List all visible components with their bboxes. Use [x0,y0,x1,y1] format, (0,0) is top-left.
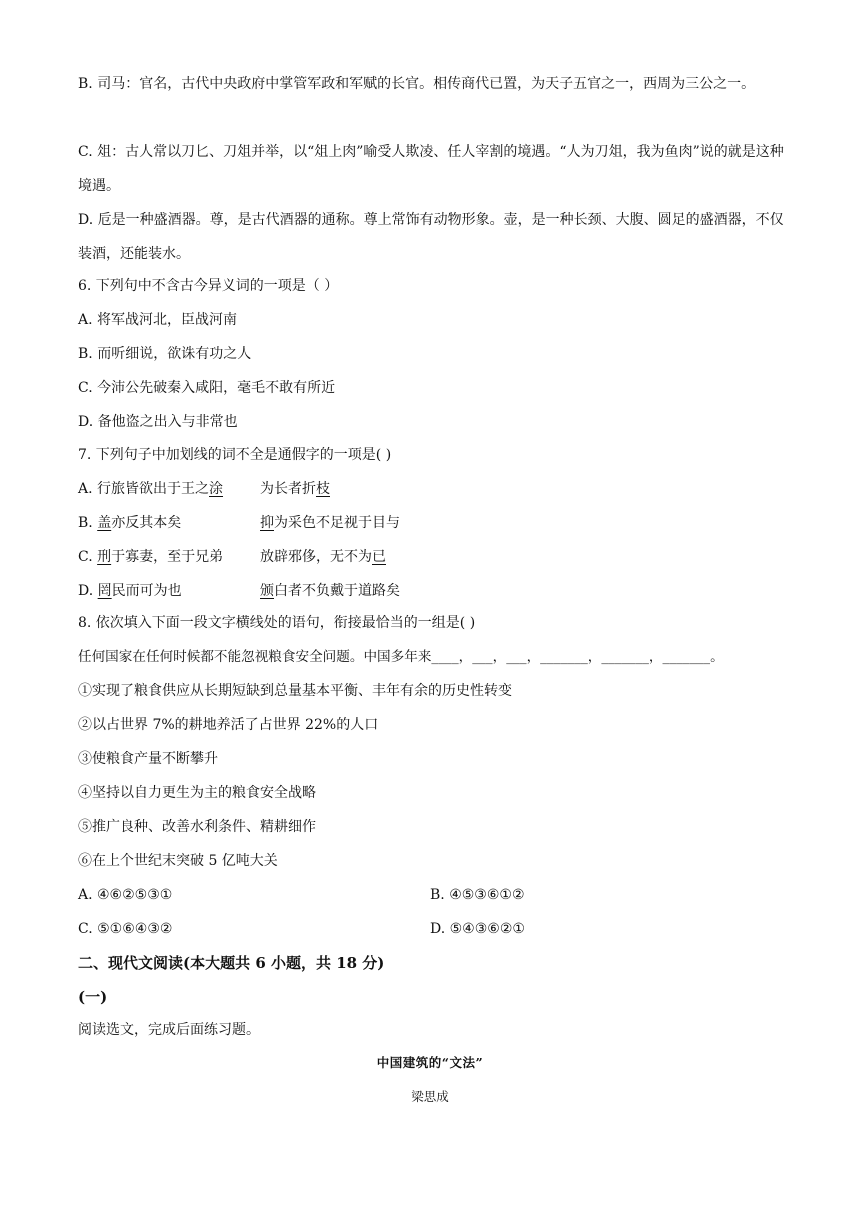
q6-option-d: D. 备他盗之出入与非常也 [78,414,238,430]
reading-instruction: 阅读选文，完成后面练习题。 [78,1022,260,1038]
q7-c-label: C. [78,549,98,565]
q8-option-c: C. ⑤①⑥④③② [78,921,173,937]
q8-passage: 任何国家在任何时候都不能忽视粮食安全问题。中国多年来____，___，___，_______，_______，_______。 [78,649,724,665]
q7-option-d [78,581,182,601]
q7-a-underline-1: 涂 [209,481,224,497]
q6-option-c: C. 今沛公先破秦入咸阳，毫毛不敢有所近 [78,380,336,396]
q7-d-text-1: 民而可为也 [111,583,182,599]
q7-option-a-second [260,479,330,499]
article-title: 中国建筑的“文法” [376,1055,484,1070]
q7-b-underline-2: 抑 [260,515,274,531]
q8-option-b: B. ④⑤③⑥①② [430,887,525,903]
q5-option-d: D. 卮是一种盛酒器。尊，是古代酒器的通称。尊上常饰有动物形象。壶，是一种长颈、大腹、圆足的盛酒器，不仅装酒，还能装水。 [78,212,784,262]
q7-b-label: B. [78,515,98,531]
q7-d-underline-1: 罔 [97,583,112,599]
q8-option-a: A. ④⑥②⑤③① [78,887,173,903]
q8-item-5: ⑤推广良种、改善水利条件、精耕细作 [78,819,316,835]
q6-stem: 6. 下列句中不含古今异义词的一项是（ ） [78,278,339,294]
article-author: 梁思成 [411,1089,449,1104]
q8-stem: 8. 依次填入下面一段文字横线处的语句，衔接最恰当的一组是( ) [78,615,476,631]
q7-d-underline-2: 颁 [260,583,274,599]
section-heading: 二、现代文阅读(本大题共 6 小题，共 18 分) [78,954,385,972]
q7-c-underline-1: 刑 [97,549,112,565]
q8-item-2: ②以占世界 7%的耕地养活了占世界 22%的人口 [78,717,379,733]
q7-b-underline-1: 盖 [97,515,112,531]
q7-stem: 7. 下列句子中加划线的词不全是通假字的一项是( ) [78,447,392,463]
q8-option-d: D. ⑤④③⑥②① [430,921,525,937]
q7-b-text-2: 为采色不足视于目与 [274,515,400,531]
q7-option-a [78,479,223,499]
q7-option-b [78,513,181,533]
q7-option-b-second [260,513,400,533]
q6-option-b: B. 而听细说，欲诛有功之人 [78,346,252,362]
q6-option-a: A. 将军战河北，臣战河南 [78,312,238,328]
q7-c-text-1: 于寡妻，至于兄弟 [111,549,224,565]
q7-b-text-1: 亦反其本矣 [111,515,182,531]
q7-option-c-second [260,547,386,567]
q7-d-text-2: 白者不负戴于道路矣 [274,583,400,599]
q7-option-d-second [260,581,400,601]
q7-c-text-2: 放辟邪侈，无不为 [260,549,372,565]
q7-a-underline-2: 枝 [316,481,330,497]
q8-item-3: ③使粮食产量不断攀升 [78,751,218,767]
q8-item-4: ④坚持以自力更生为主的粮食安全战略 [78,785,316,801]
q7-a-text: A. 行旅皆欲出于王之 [78,481,210,497]
q8-item-1: ①实现了粮食供应从长期短缺到总量基本平衡、丰年有余的历史性转变 [78,683,512,699]
q8-item-6: ⑥在上个世纪末突破 5 亿吨大关 [78,853,278,869]
q5-option-b: B. 司马：官名，古代中央政府中掌管军政和军赋的长官。相传商代已置，为天子五官之一，西周为三公之一。 [78,76,756,92]
subsection-label: (一) [78,988,108,1006]
q7-c-underline-2: 已 [372,549,386,565]
q7-a-text-2: 为长者折 [260,481,316,497]
q7-option-c [78,547,223,567]
q5-option-c: C. 俎：古人常以刀匕、刀俎并举，以“俎上肉”喻受人欺凌、任人宰割的境遇。“人为刀俎，我为鱼肉”说的就是这种境遇。 [78,144,784,194]
q7-d-label: D. [78,583,98,599]
